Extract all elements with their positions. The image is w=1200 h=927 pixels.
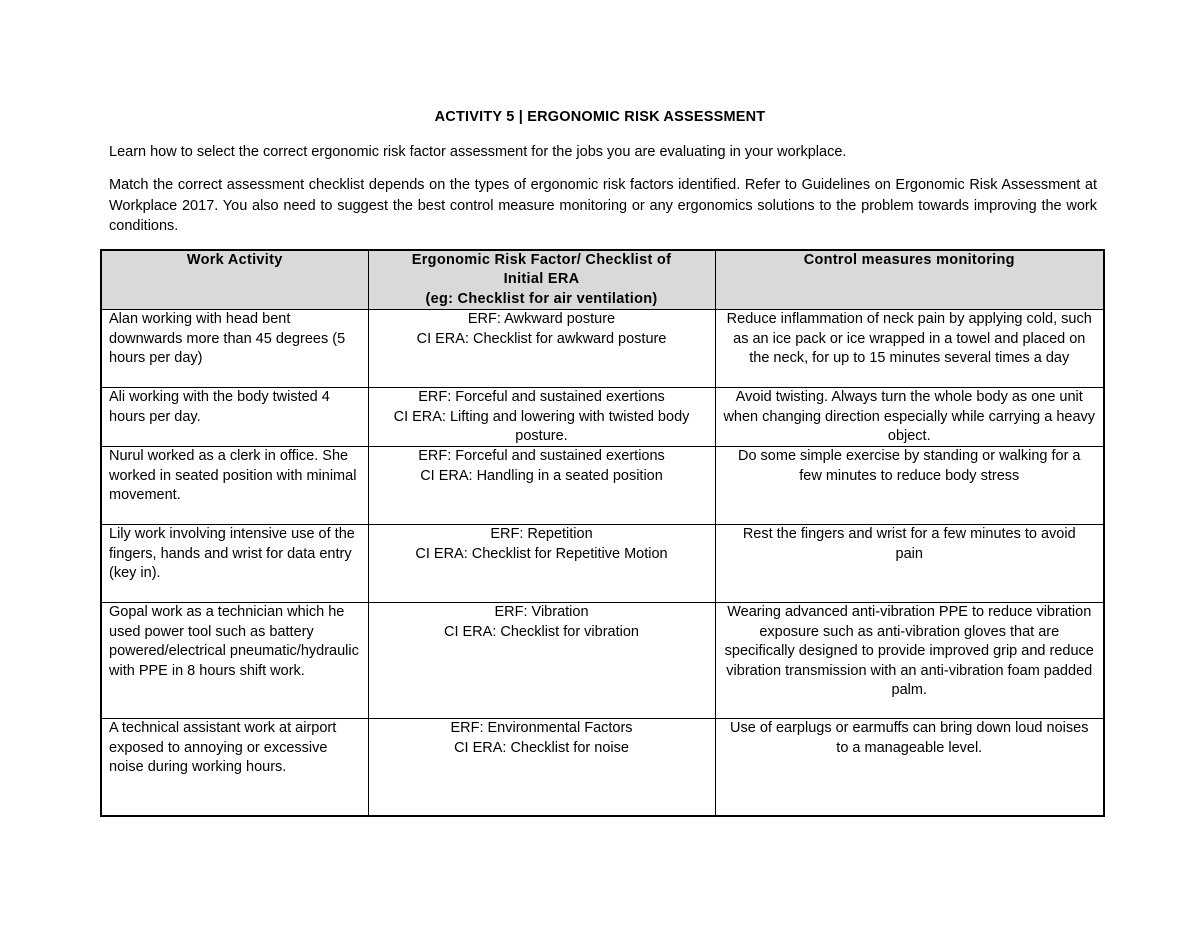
cell-activity: Alan working with head bent downwards more than 45 degrees (5 hours per day) <box>101 310 368 388</box>
cell-risk-factor <box>368 310 715 388</box>
cell-erf: ERF: Vibration <box>494 604 589 621</box>
cell-erf: ERF: Forceful and sustained exertions <box>418 389 665 406</box>
page-title: ACTIVITY 5 | ERGONOMIC RISK ASSESSMENT <box>434 109 766 125</box>
table-row <box>101 603 1104 719</box>
table-header-row <box>101 250 1104 310</box>
cell-activity: Nurul worked as a clerk in office. She worked in seated position with minimal movement. <box>101 447 368 525</box>
cell-control: Avoid twisting. Always turn the whole body as one unit when changing direction especially while carrying a heavy object. <box>715 388 1104 447</box>
table-row <box>101 388 1104 447</box>
intro-paragraph: Learn how to select the correct ergonomic risk factor assessment for the jobs you are evaluating in your workplace. <box>109 144 847 160</box>
cell-erf: ERF: Repetition <box>490 526 593 543</box>
header-risk-factor-label: Ergonomic Risk Factor/ Checklist of Initial ERA <box>411 252 672 288</box>
cell-control: Reduce inflammation of neck pain by applying cold, such as an ice pack or ice wrapped in a towel and placed on the neck, for up to 15 minutes several times a day <box>715 310 1104 388</box>
assessment-table <box>100 249 1105 817</box>
instructions-paragraph: Match the correct assessment checklist depends on the types of ergonomic risk factors identified. Refer to Guidelines on Ergonomic Risk Assessment at Workplace 2017. You also need to suggest the best control measure monitoring or any ergonomics solutions to the problem towards improving the work conditions. <box>109 177 1097 234</box>
cell-erf: ERF: Environmental Factors <box>450 720 633 737</box>
table-row <box>101 719 1104 816</box>
header-risk-factor <box>368 250 715 310</box>
cell-activity: Gopal work as a technician which he used power tool such as battery powered/electrical pneumatic/hydraulic with PPE in 8 hours shift work. <box>101 603 368 719</box>
header-risk-factor-example: (eg: Checklist for air ventilation) <box>425 290 658 307</box>
cell-risk-factor <box>368 525 715 603</box>
header-work-activity: Work Activity <box>101 250 368 310</box>
cell-control: Rest the fingers and wrist for a few minutes to avoid pain <box>715 525 1104 603</box>
cell-risk-factor <box>368 719 715 816</box>
table-row <box>101 447 1104 525</box>
cell-activity: A technical assistant work at airport exposed to annoying or excessive noise during working hours. <box>101 719 368 816</box>
cell-cl-era: CI ERA: Checklist for awkward posture <box>416 330 667 347</box>
header-control: Control measures monitoring <box>715 250 1104 310</box>
cell-cl-era: CI ERA: Checklist for Repetitive Motion <box>415 545 668 562</box>
cell-erf: ERF: Awkward posture <box>467 311 616 328</box>
cell-activity: Ali working with the body twisted 4 hours per day. <box>101 388 368 447</box>
table-row <box>101 525 1104 603</box>
cell-activity: Lily work involving intensive use of the fingers, hands and wrist for data entry (key in). <box>101 525 368 603</box>
cell-control: Use of earplugs or earmuffs can bring down loud noises to a manageable level. <box>715 719 1104 816</box>
cell-erf: ERF: Forceful and sustained exertions <box>418 448 665 465</box>
cell-cl-era: CI ERA: Handling in a seated position <box>420 467 663 484</box>
cell-risk-factor <box>368 447 715 525</box>
cell-risk-factor <box>368 388 715 447</box>
table-row <box>101 310 1104 388</box>
cell-cl-era: CI ERA: Checklist for vibration <box>443 623 639 640</box>
cell-control: Do some simple exercise by standing or walking for a few minutes to reduce body stress <box>715 447 1104 525</box>
cell-cl-era: CI ERA: Checklist for noise <box>454 739 629 756</box>
cell-risk-factor <box>368 603 715 719</box>
cell-cl-era: CI ERA: Lifting and lowering with twisted body posture. <box>393 408 690 445</box>
cell-control: Wearing advanced anti-vibration PPE to reduce vibration exposure such as anti-vibration gloves that are specifically designed to provide improved grip and reduce vibration transmission with an anti-vibration foam padded palm. <box>715 603 1104 719</box>
